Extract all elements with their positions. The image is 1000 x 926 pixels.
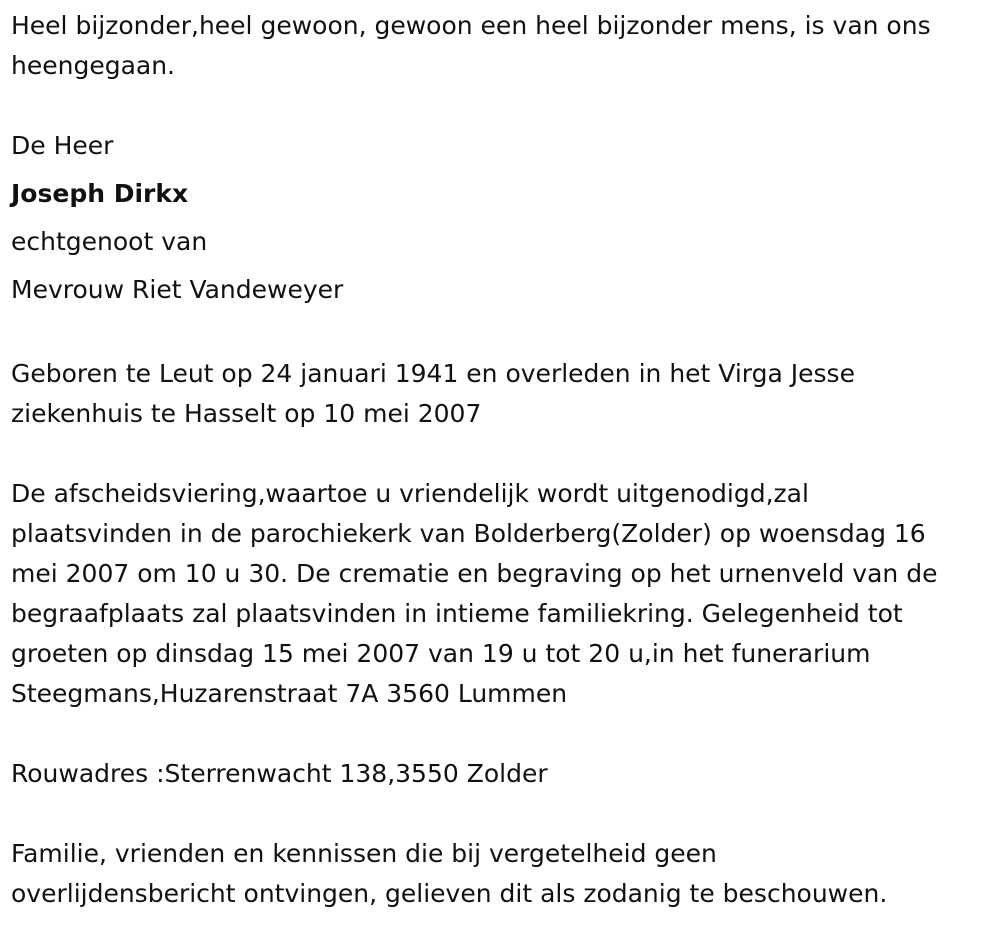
ceremony-line: De afscheidsviering,waartoe u vriendelijk wordt uitgenodigd,zal <box>11 479 809 508</box>
closing-line: Familie, vrienden en kennissen die bij vergetelheid geen <box>11 839 717 868</box>
intro-line: heengegaan. <box>11 51 176 80</box>
deceased-block <box>11 122 1000 314</box>
ceremony-line: mei 2007 om 10 u 30. De crematie en begraving op het urnenveld van de <box>11 559 938 588</box>
deceased-name: Joseph Dirkx <box>11 179 189 208</box>
ceremony-line: Steegmans,Huzarenstraat 7A 3560 Lummen <box>11 679 568 708</box>
intro-line: Heel bijzonder,heel gewoon, gewoon een heel bijzonder mens, is van ons <box>11 11 931 40</box>
closing-line: overlijdensbericht ontvingen, gelieven dit als zodanig te beschouwen. <box>11 879 888 908</box>
mourning-address: Rouwadres :Sterrenwacht 138,3550 Zolder <box>11 759 548 788</box>
spacer <box>11 86 1000 126</box>
spacer <box>11 794 1000 834</box>
birth-death-line: Geboren te Leut op 24 januari 1941 en overleden in het Virga Jesse <box>11 359 855 388</box>
ceremony-paragraph <box>11 474 1000 714</box>
closing-paragraph <box>11 834 1000 914</box>
address-paragraph <box>11 754 1000 794</box>
spacer <box>11 314 1000 354</box>
spacer <box>11 714 1000 754</box>
spacer <box>11 434 1000 474</box>
birth-death-line: ziekenhuis te Hasselt op 10 mei 2007 <box>11 399 482 428</box>
intro-paragraph <box>11 6 1000 86</box>
ceremony-line: groeten op dinsdag 15 mei 2007 van 19 u tot 20 u,in het funerarium <box>11 639 871 668</box>
ceremony-line: begraafplaats zal plaatsvinden in intieme familiekring. Gelegenheid tot <box>11 599 903 628</box>
honorific: De Heer <box>11 131 114 160</box>
spouse-name: Mevrouw Riet Vandeweyer <box>11 275 344 304</box>
relation-label: echtgenoot van <box>11 227 208 256</box>
birth-death-paragraph <box>11 354 1000 434</box>
ceremony-line: plaatsvinden in de parochiekerk van Bolderberg(Zolder) op woensdag 16 <box>11 519 926 548</box>
